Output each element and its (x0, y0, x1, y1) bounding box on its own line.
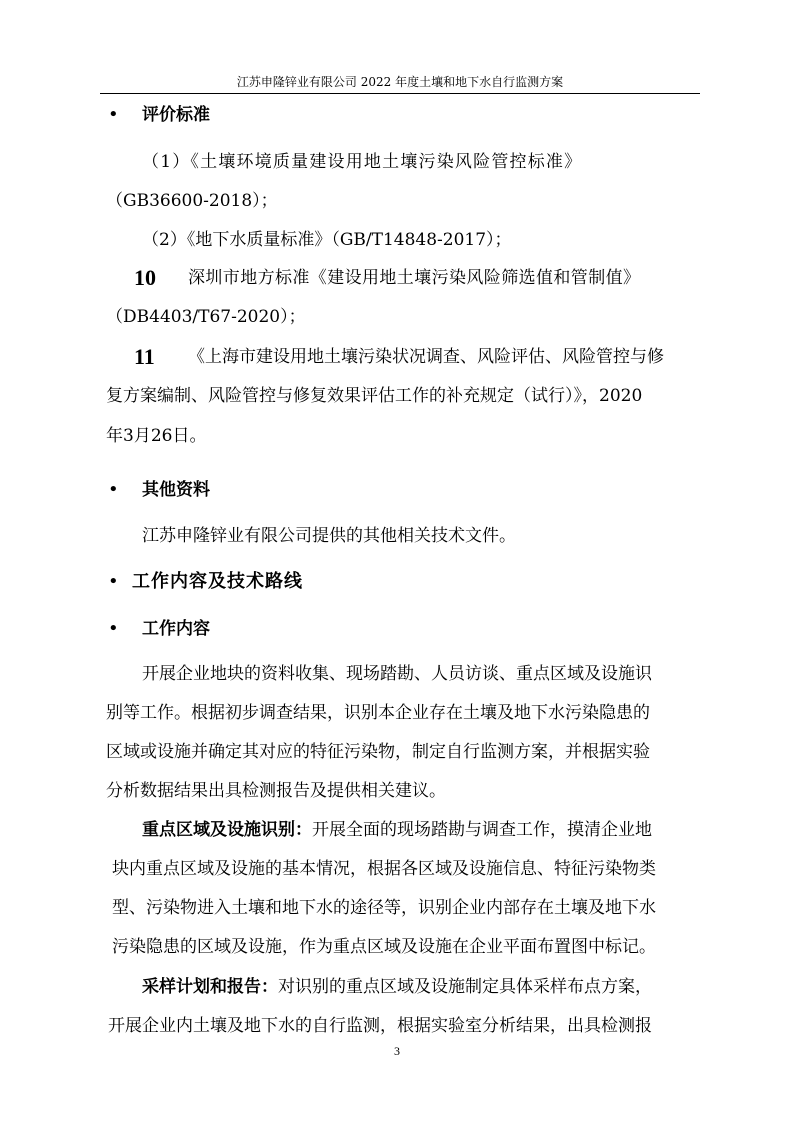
bullet-icon: • (108, 618, 119, 639)
eval-item-1-line2: （GB36600-2018）； (106, 191, 278, 211)
work-p1-line4: 分析数据结果出具检测报告及提供相关建议。 (106, 781, 446, 801)
eval-item-11-line2: 复方案编制、风险管控与修复效果评估工作的补充规定（试行）》，2020 (106, 386, 643, 406)
eval-item-11-line3: 年3月26日。 (106, 426, 207, 446)
work-p2-line4: 污染隐患的区域及设施，作为重点区域及设施在企业平面布置图中标记。 (112, 937, 656, 957)
work-p3-label: 采样计划和报告： (142, 977, 278, 997)
work-p3-line1 (142, 975, 652, 999)
section-eval-title: 评价标准 (142, 105, 210, 125)
header-rule (100, 93, 700, 94)
work-p3-line2: 开展企业内土壤及地下水的自行监测，根据实验室分析结果，出具检测报 (108, 1016, 652, 1036)
work-p2-text: 开展全面的现场踏勘与调查工作，摸清企业地 (312, 820, 652, 840)
eval-item-2: （2）《地下水质量标准》（GB/T14848-2017）； (142, 230, 512, 250)
bullet-icon: • (108, 571, 119, 592)
page-header: 江苏申隆锌业有限公司 2022 年度土壤和地下水自行监测方案 (236, 75, 564, 89)
work-p2-line3: 型、污染物进入土壤和地下水的途径等，识别企业内部存在土壤及地下水 (112, 898, 656, 918)
work-p2-line1 (142, 818, 652, 842)
eval-item-11-line1: 《上海市建设用地土壤污染状况调查、风险评估、风险管控与修 (188, 347, 664, 367)
work-p2-line2: 块内重点区域及设施的基本情况，根据各区域及设施信息、特征污染物类 (112, 859, 656, 879)
work-p3-text: 对识别的重点区域及设施制定具体采样布点方案， (278, 977, 652, 997)
other-body: 江苏申隆锌业有限公司提供的其他相关技术文件。 (142, 526, 516, 546)
work-p1-line1: 开展企业地块的资料收集、现场踏勘、人员访谈、重点区域及设施识 (142, 664, 652, 684)
work-p2-label: 重点区域及设施识别： (142, 820, 312, 840)
eval-item-1-line1: （1）《土壤环境质量建设用地土壤污染风险管控标准》 (142, 152, 583, 172)
eval-item-11-number: 11 (134, 344, 155, 369)
bullet-icon: • (108, 104, 119, 125)
section-work-sub-title: 工作内容 (142, 619, 210, 639)
work-p1-line3: 区域或设施并确定其对应的特征污染物，制定自行监测方案，并根据实验 (106, 742, 650, 762)
bullet-icon: • (108, 479, 119, 500)
eval-item-10-number: 10 (134, 265, 156, 290)
work-p1-line2: 别等工作。根据初步调查结果，识别本企业存在土壤及地下水污染隐患的 (106, 703, 650, 723)
eval-item-10-line2: （DB4403/T67-2020）； (106, 307, 306, 327)
page-number: 3 (394, 1044, 400, 1058)
section-other-title: 其他资料 (142, 480, 210, 500)
eval-item-10-line1: 深圳市地方标准《建设用地土壤污染风险筛选值和管制值》 (188, 268, 641, 288)
section-work-title: 工作内容及技术路线 (132, 571, 303, 592)
